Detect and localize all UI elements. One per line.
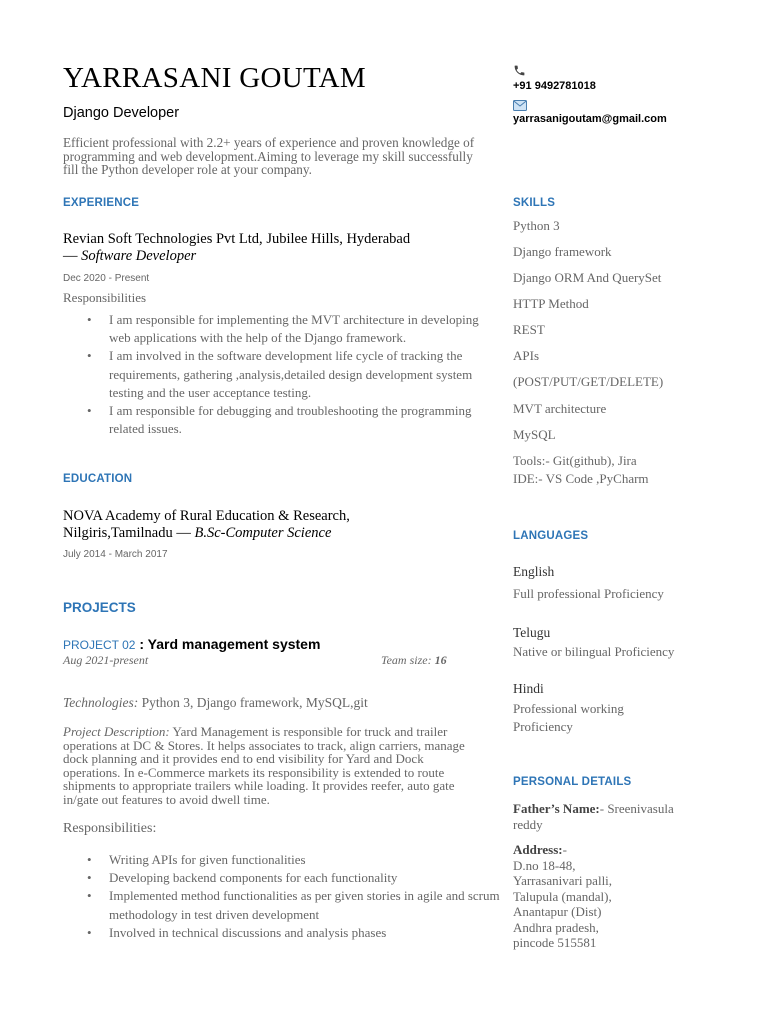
technologies-value: Python 3, Django framework, MySQL,git [138, 695, 368, 710]
team-size-value: 16 [434, 653, 447, 667]
school-name: NOVA Academy of Rural Education & Research, [63, 508, 350, 524]
project-name: Yard management system [147, 636, 321, 652]
address-block [513, 842, 693, 951]
description-value: Yard Management is responsible for truck and trailer operations at DC & Stores. It helps associates to track, align carriers, manage dock planning and it provides end to end visibility for Yard and Dock operations. In e-Commerce markets its responsibility is extended to route shipments to appropriate trailers while loading. It provides reefer, auto gate in/gate out features to avoid dwell time. [63, 724, 465, 807]
experience-responsibilities-label: Responsibilities [63, 290, 147, 305]
skill-item: REST [513, 322, 545, 337]
education-dates: July 2014 - March 2017 [63, 549, 168, 560]
address-dash: - [562, 842, 567, 857]
project-description [63, 725, 468, 806]
father-name-value: - Sreenivasula reddy [513, 801, 674, 832]
description-label: Project Description: [63, 724, 170, 739]
list-item: • I am responsible for debugging and troubleshooting the programming related issues. [63, 402, 483, 438]
skill-item: Tools:- Git(github), Jira [513, 453, 637, 468]
list-item: • Implemented method functionalities as per given stories in agile and scrum methodology in test driven development [63, 887, 503, 923]
phone-number[interactable]: +91 9492781018 [513, 80, 596, 92]
project-bullet-list [63, 851, 503, 942]
list-item: • Involved in technical discussions and analysis phases [63, 924, 503, 942]
list-item: • Developing backend components for each functionality [63, 869, 503, 887]
company-location: Jubilee Hills, Hyderabad [262, 231, 411, 247]
project-number: PROJECT 02 [63, 638, 136, 652]
education-heading: EDUCATION [63, 473, 133, 485]
skill-item: HTTP Method [513, 296, 589, 311]
language-level: Professional working Proficiency [513, 701, 624, 734]
address-label-line [513, 842, 693, 858]
language-level: Full professional Proficiency [513, 586, 664, 601]
father-name [513, 801, 693, 832]
project-team-size [381, 653, 447, 668]
school-place: Nilgiris,Tamilnadu [63, 525, 173, 541]
job-title: Django Developer [63, 105, 180, 121]
experience-heading: EXPERIENCE [63, 197, 140, 209]
address-line: Andhra pradesh, [513, 919, 599, 935]
list-item: • Writing APIs for given functionalities [63, 851, 503, 869]
skill-item: IDE:- VS Code ,PyCharm [513, 471, 649, 486]
address-label: Address: [513, 842, 563, 857]
address-line: pincode 515581 [513, 935, 597, 950]
skill-item: Django ORM And QuerySet [513, 270, 662, 285]
address-line: Yarrasanivari palli, [513, 873, 613, 888]
candidate-name: YARRASANI GOUTAM [63, 62, 366, 94]
team-size-label: Team size: [381, 653, 435, 667]
degree-name: B.Sc-Computer Science [194, 525, 332, 541]
email-address[interactable]: yarrasanigoutam@gmail.com [513, 113, 667, 125]
skill-item: Python 3 [513, 218, 560, 233]
father-name-label: Father’s Name: [513, 801, 600, 816]
profile-summary: Efficient professional with 2.2+ years of experience and proven knowledge of programming and web development.Aiming to leverage my skill successfully fill the Python developer role at your company. [63, 135, 475, 177]
title-separator: — [63, 248, 82, 264]
project-colon: : [135, 636, 148, 652]
list-item: • I am responsible for implementing the MVT architecture in developing web applications with the help of the Django framework. [63, 311, 483, 347]
language-name: English [513, 564, 555, 579]
address-line: Anantapur (Dist) [513, 904, 602, 919]
experience-dates: Dec 2020 - Present [63, 273, 150, 284]
project-title [63, 636, 493, 654]
experience-bullet-list [63, 311, 483, 438]
personal-details-heading: PERSONAL DETAILS [513, 776, 632, 788]
address-line: Talupula (mandal), [513, 888, 612, 904]
skill-item: (POST/PUT/GET/DELETE) [513, 374, 664, 389]
project-technologies [63, 696, 368, 710]
title-separator: — [172, 525, 195, 541]
language-level: Native or bilingual Proficiency [513, 644, 675, 659]
address-line: D.no 18-48, [513, 857, 576, 873]
role-name: Software Developer [81, 248, 197, 264]
list-item: • I am involved in the software development life cycle of tracking the requirements, gathering ,analysis,detailed design development system testing and the user acceptance testing. [63, 347, 483, 402]
language-name: Hindi [513, 681, 544, 696]
skills-heading: SKILLS [513, 197, 556, 209]
project-period: Aug 2021-present [63, 653, 149, 667]
skill-item: APIs [513, 348, 540, 363]
skill-item: MySQL [513, 427, 556, 442]
education-entry-title [63, 508, 483, 542]
company-name: Revian Soft Technologies Pvt Ltd, [63, 231, 263, 247]
skill-item: MVT architecture [513, 401, 607, 416]
language-name: Telugu [513, 625, 551, 640]
projects-heading: PROJECTS [63, 600, 136, 615]
languages-heading: LANGUAGES [513, 530, 589, 542]
skill-item: Django framework [513, 244, 612, 259]
experience-entry-title [63, 231, 483, 265]
technologies-label: Technologies: [63, 695, 139, 710]
project-responsibilities-label: Responsibilities: [63, 821, 157, 836]
